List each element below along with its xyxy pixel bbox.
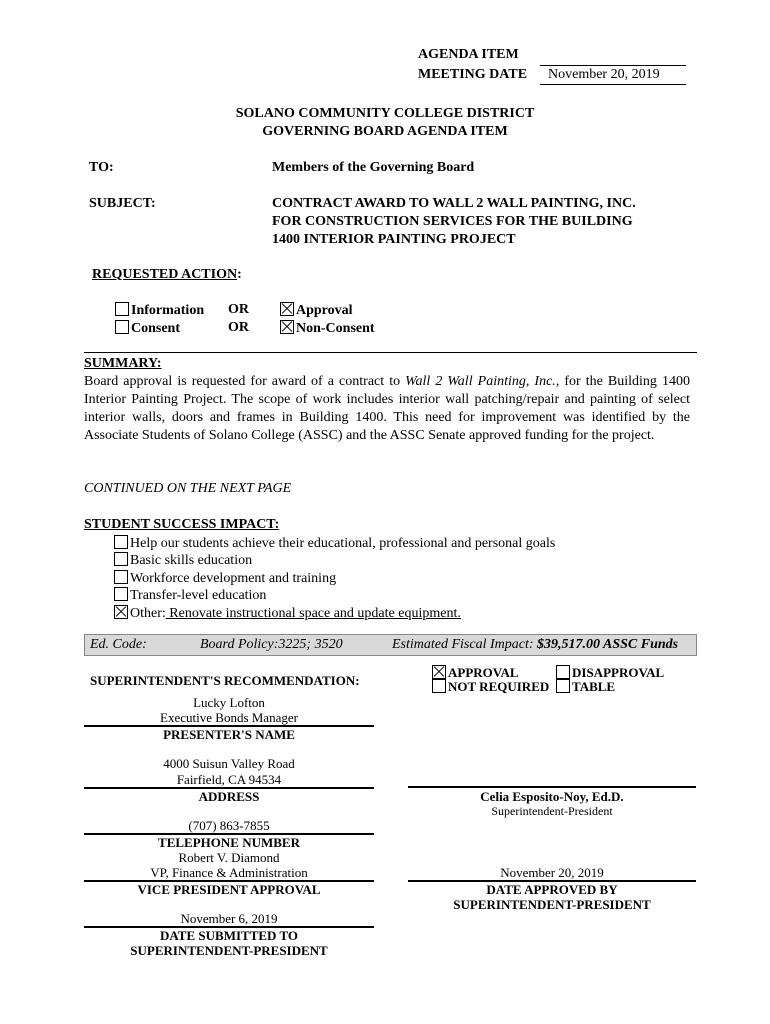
subject-line-1: CONTRACT AWARD TO WALL 2 WALL PAINTING, INC. <box>272 196 636 211</box>
action-non-consent[interactable] <box>280 320 375 337</box>
recommendation-label: SUPERINTENDENT'S RECOMMENDATION: <box>90 673 360 688</box>
to-value: Members of the Governing Board <box>272 160 475 175</box>
success-item-4[interactable] <box>114 587 266 604</box>
success-other-label: Other: <box>130 606 166 621</box>
submitted-label-2: SUPERINTENDENT-PRESIDENT <box>130 943 328 958</box>
rec-not-required-checkbox[interactable] <box>432 679 446 693</box>
success-other-value: Renovate instructional space and update equipment. <box>165 606 461 621</box>
consent-checkbox[interactable] <box>115 320 129 334</box>
action-consent[interactable] <box>115 320 180 337</box>
rec-table-checkbox[interactable] <box>556 679 570 693</box>
summary-contractor: Wall 2 Wall Painting, Inc. <box>405 374 556 389</box>
rec-table[interactable] <box>556 679 615 695</box>
superintendent-line <box>408 786 696 788</box>
action-approval[interactable] <box>280 302 353 319</box>
success-checkbox-2[interactable] <box>114 552 128 566</box>
vp-label: VICE PRESIDENT APPROVAL <box>137 882 321 897</box>
fiscal-impact-value: $39,517.00 ASSC Funds <box>537 637 679 652</box>
approved-label-2: SUPERINTENDENT-PRESIDENT <box>453 897 651 912</box>
success-checkbox-3[interactable] <box>114 570 128 584</box>
vp-name: Robert V. Diamond <box>178 850 280 865</box>
fiscal-impact <box>392 637 678 653</box>
summary-text <box>84 373 690 445</box>
requested-action-colon: : <box>237 267 242 282</box>
success-checkbox-4[interactable] <box>114 587 128 601</box>
success-item-label-3: Workforce development and training <box>130 571 337 586</box>
vp-title: VP, Finance & Administration <box>150 865 308 880</box>
action-information[interactable] <box>115 302 204 319</box>
board-agenda-title: GOVERNING BOARD AGENDA ITEM <box>262 124 508 139</box>
continued-note: CONTINUED ON THE NEXT PAGE <box>84 481 292 496</box>
submitted-date: November 6, 2019 <box>180 911 278 926</box>
subject-line-2: FOR CONSTRUCTION SERVICES FOR THE BUILDING <box>272 214 633 229</box>
consent-label: Consent <box>131 321 181 336</box>
summary-divider <box>84 352 697 353</box>
superintendent-name: Celia Esposito-Noy, Ed.D. <box>480 789 624 804</box>
rec-disapproval-checkbox[interactable] <box>556 665 570 679</box>
rec-not-required-label: NOT REQUIRED <box>448 679 550 694</box>
submitted-label-1: DATE SUBMITTED TO <box>160 928 298 943</box>
agenda-item-label: AGENDA ITEM <box>418 47 519 62</box>
success-checkbox-other[interactable] <box>114 605 128 619</box>
success-item-other[interactable] <box>114 605 461 622</box>
telephone-value: (707) 863-7855 <box>188 818 270 833</box>
approval-checkbox[interactable] <box>280 302 294 316</box>
success-item-label-2: Basic skills education <box>130 553 253 568</box>
fiscal-impact-label: Estimated Fiscal Impact: <box>392 637 538 652</box>
non-consent-checkbox[interactable] <box>280 320 294 334</box>
student-success-label: STUDENT SUCCESS IMPACT: <box>84 517 280 532</box>
summary-label: SUMMARY: <box>84 356 162 371</box>
to-label: TO: <box>89 160 114 175</box>
presenter-label: PRESENTER'S NAME <box>163 727 295 742</box>
summary-text-before: Board approval is requested for award of a contract to <box>84 374 406 389</box>
requested-action-heading <box>92 267 242 283</box>
success-item-1[interactable] <box>114 535 555 552</box>
meeting-date-underline <box>540 84 686 85</box>
success-item-label-1: Help our students achieve their educational, professional and personal goals <box>130 536 556 551</box>
address-label: ADDRESS <box>198 789 260 804</box>
approved-date: November 20, 2019 <box>500 865 604 880</box>
success-item-3[interactable] <box>114 570 336 587</box>
success-item-2[interactable] <box>114 552 252 569</box>
board-policy: Board Policy:3225; 3520 <box>200 637 343 652</box>
subject-label: SUBJECT: <box>89 196 156 211</box>
success-item-label-4: Transfer-level education <box>130 588 267 603</box>
information-label: Information <box>131 303 205 318</box>
rec-approval-label: APPROVAL <box>448 665 519 680</box>
approved-label-1: DATE APPROVED BY <box>486 882 618 897</box>
or-1: OR <box>228 302 249 317</box>
success-checkbox-1[interactable] <box>114 535 128 549</box>
address-line-2: Fairfield, CA 94534 <box>176 772 282 787</box>
approval-label: Approval <box>296 303 353 318</box>
ed-code: Ed. Code: <box>90 637 147 652</box>
agenda-item-underline <box>540 65 686 66</box>
summary-text-after: , for the Building 1400 Interior Painting Project. The scope of work includes interior wall patching/repair and painting of select interior walls, doors and frames in Building 1400. This need for improvement was identified by the Associate Students of Solano College (ASSC) and the ASSC Senate approved funding for the project. <box>84 374 690 443</box>
meeting-date-value: November 20, 2019 <box>548 67 660 82</box>
rec-approval-checkbox[interactable] <box>432 665 446 679</box>
requested-action-label: REQUESTED ACTION <box>92 267 238 282</box>
presenter-title: Executive Bonds Manager <box>160 710 298 725</box>
telephone-label: TELEPHONE NUMBER <box>158 835 300 850</box>
or-2: OR <box>228 320 249 335</box>
subject-line-3: 1400 INTERIOR PAINTING PROJECT <box>272 232 516 247</box>
district-title: SOLANO COMMUNITY COLLEGE DISTRICT <box>235 106 535 121</box>
rec-not-required[interactable] <box>432 679 549 695</box>
meeting-date-label: MEETING DATE <box>418 67 528 82</box>
superintendent-title: Superintendent-President <box>491 804 613 818</box>
non-consent-label: Non-Consent <box>296 321 375 336</box>
presenter-name: Lucky Lofton <box>193 695 265 710</box>
address-line-1: 4000 Suisun Valley Road <box>163 756 295 771</box>
information-checkbox[interactable] <box>115 302 129 316</box>
rec-table-label: TABLE <box>572 679 616 694</box>
rec-disapproval-label: DISAPPROVAL <box>572 665 665 680</box>
